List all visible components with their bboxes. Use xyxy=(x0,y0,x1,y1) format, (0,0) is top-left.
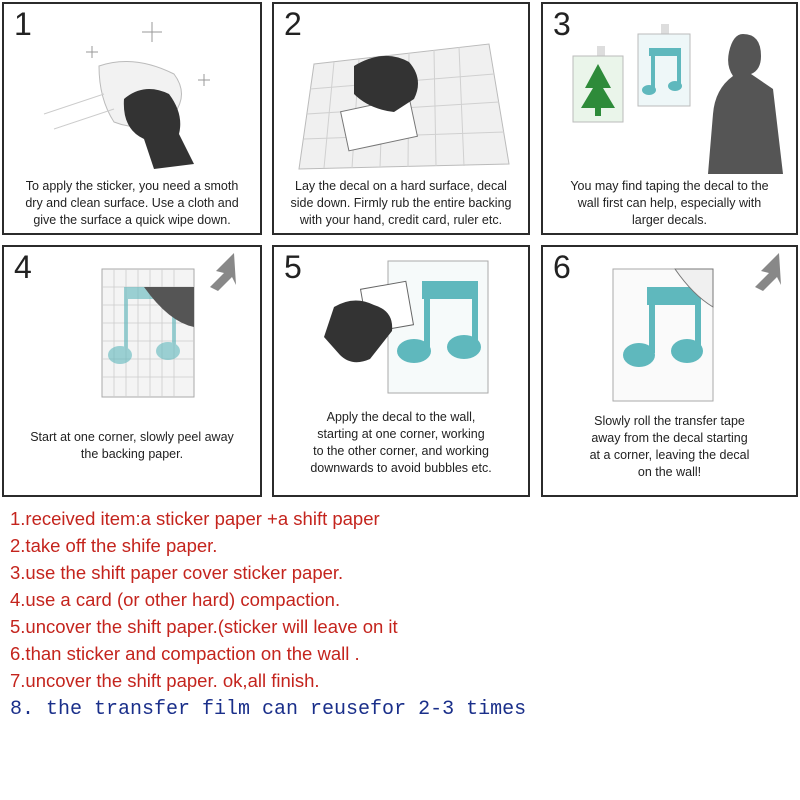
person-silhouette-icon xyxy=(708,34,783,174)
instruction-line-6: 6.than sticker and compaction on the wall . xyxy=(10,643,360,664)
step-number: 1 xyxy=(14,6,32,42)
step-caption: You may find taping the decal to the wall first can help, especially with larger decals. xyxy=(570,179,769,227)
instruction-line-4: 4.use a card (or other hard) compaction. xyxy=(10,589,341,610)
step-panel-1 xyxy=(2,2,262,235)
step-number: 2 xyxy=(284,6,302,42)
step-panel-2 xyxy=(272,2,530,235)
hand-icon xyxy=(324,300,392,362)
step-number: 4 xyxy=(14,249,32,285)
wipe-surface-illustration xyxy=(4,4,260,174)
instruction-line-8: 8. the transfer film can reusefor 2-3 times xyxy=(10,698,527,721)
instruction-line-5: 5.uncover the shift paper.(sticker will leave on it xyxy=(10,616,398,637)
hand-icon xyxy=(124,89,194,169)
step-caption: Apply the decal to the wall, starting at one corner, working to the other corner, and working downwards to avoid bubbles etc. xyxy=(310,410,492,475)
instruction-line-3: 3.use the shift paper cover sticker paper. xyxy=(10,562,344,583)
tape-decal-illustration xyxy=(543,4,796,174)
instruction-line-2: 2.take off the shife paper. xyxy=(10,535,218,556)
step-caption: Start at one corner, slowly peel away the backing paper. xyxy=(30,430,234,461)
step-caption: Slowly roll the transfer tape away from the decal starting at a corner, leaving the decal on the wall! xyxy=(589,414,750,479)
step-caption: Lay the decal on a hard surface, decal side down. Firmly rub the entire backing with your hand, credit card, ruler etc. xyxy=(290,179,512,227)
note-decal-sheet xyxy=(638,34,690,106)
step-number: 6 xyxy=(553,249,571,285)
apply-decal-illustration xyxy=(274,247,528,417)
step-caption: To apply the sticker, you need a smoth dry and clean surface. Use a cloth and give the surface a quick wipe down. xyxy=(25,179,239,227)
step-panel-6 xyxy=(541,245,798,497)
peel-backing-illustration xyxy=(4,247,260,417)
step-number: 5 xyxy=(284,249,302,285)
arrow-icon xyxy=(755,253,781,291)
remove-transfer-illustration xyxy=(543,247,796,417)
step-number: 3 xyxy=(553,6,571,42)
rub-decal-illustration xyxy=(274,4,528,174)
step-panel-3 xyxy=(541,2,798,235)
arrow-icon xyxy=(210,253,236,291)
instruction-line-1: 1.received item:a sticker paper +a shift paper xyxy=(10,508,380,529)
step-panel-5 xyxy=(272,245,530,497)
instruction-line-7: 7.uncover the shift paper. ok,all finish. xyxy=(10,670,320,691)
step-panel-4 xyxy=(2,245,262,497)
